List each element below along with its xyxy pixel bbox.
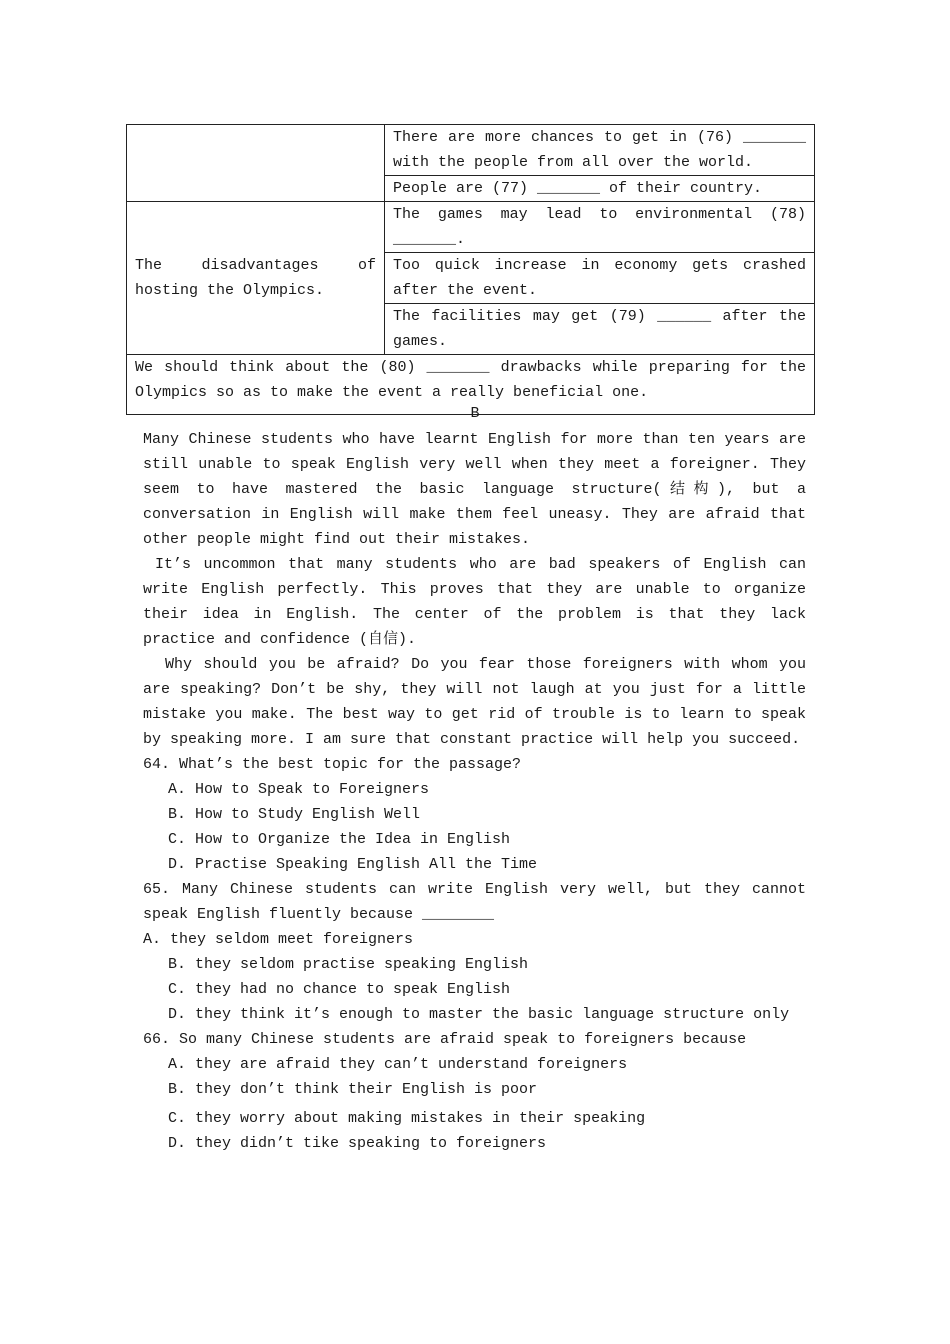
reading-section bbox=[143, 427, 806, 1156]
section-label: B bbox=[470, 405, 480, 422]
question-64 bbox=[143, 752, 806, 877]
answer-option: A. they are afraid they can’t understand foreigners bbox=[168, 1056, 628, 1073]
question-stem: 65. Many Chinese students can write English very well, but they cannot speak English fluently because ________ bbox=[143, 881, 806, 923]
answer-option: C. they had no chance to speak English bbox=[168, 981, 511, 998]
table-cell: Too quick increase in economy gets crashed after the event. bbox=[385, 253, 815, 304]
answer-option: C. they worry about making mistakes in their speaking bbox=[168, 1110, 646, 1127]
answer-option: D. Practise Speaking English All the Time bbox=[168, 856, 538, 873]
answer-option: B. they don’t think their English is poor bbox=[168, 1081, 538, 1098]
answer-option: A. How to Speak to Foreigners bbox=[168, 781, 430, 798]
question-65 bbox=[143, 877, 806, 1027]
table-cell: There are more chances to get in (76) _______ with the people from all over the world. bbox=[385, 125, 815, 176]
table-summary-cell: We should think about the (80) _______ drawbacks while preparing for the Olympics so as to make the event a really beneficial one. bbox=[127, 355, 815, 415]
table-cell-empty bbox=[127, 125, 385, 202]
answer-option: D. they think it’s enough to master the basic language structure only bbox=[168, 1006, 790, 1023]
answer-option: B. they seldom practise speaking English bbox=[168, 956, 529, 973]
table-cell: The facilities may get (79) ______ after the games. bbox=[385, 304, 815, 355]
passage-paragraph: Many Chinese students who have learnt English for more than ten years are still unable to speak English very well when they meet a foreigner. They seem to have mastered the basic language structure(结构), but a conversation in English will make them feel uneasy. They are afraid that other people might find out their mistakes. bbox=[143, 431, 806, 548]
answer-option: A. they seldom meet foreigners bbox=[143, 931, 414, 948]
table-row bbox=[127, 125, 815, 176]
table-row-heading: The disadvantages of hosting the Olympics. bbox=[127, 202, 385, 355]
passage-paragraph: Why should you be afraid? Do you fear those foreigners with whom you are speaking? Don’t be shy, they will not laugh at you just for a little mistake you make. The best way to get rid of trouble is to learn to speak by speaking more. I am sure that constant practice will help you succeed. bbox=[143, 656, 806, 748]
table-cell: People are (77) _______ of their country. bbox=[385, 176, 815, 202]
olympics-summary-table bbox=[126, 124, 815, 415]
question-stem: 64. What’s the best topic for the passage? bbox=[143, 756, 522, 773]
answer-option: D. they didn’t tike speaking to foreigners bbox=[168, 1135, 547, 1152]
passage-paragraph: It’s uncommon that many students who are bad speakers of English can write English perfectly. This proves that they are unable to organize their idea in English. The center of the problem is that they lack practice and confidence (自信). bbox=[143, 556, 806, 648]
table-cell: The games may lead to environmental (78) _______. bbox=[385, 202, 815, 253]
table-row bbox=[127, 202, 815, 253]
answer-option: C. How to Organize the Idea in English bbox=[168, 831, 511, 848]
question-stem: 66. So many Chinese students are afraid speak to foreigners because bbox=[143, 1031, 747, 1048]
answer-option: B. How to Study English Well bbox=[168, 806, 421, 823]
question-66 bbox=[143, 1027, 806, 1156]
